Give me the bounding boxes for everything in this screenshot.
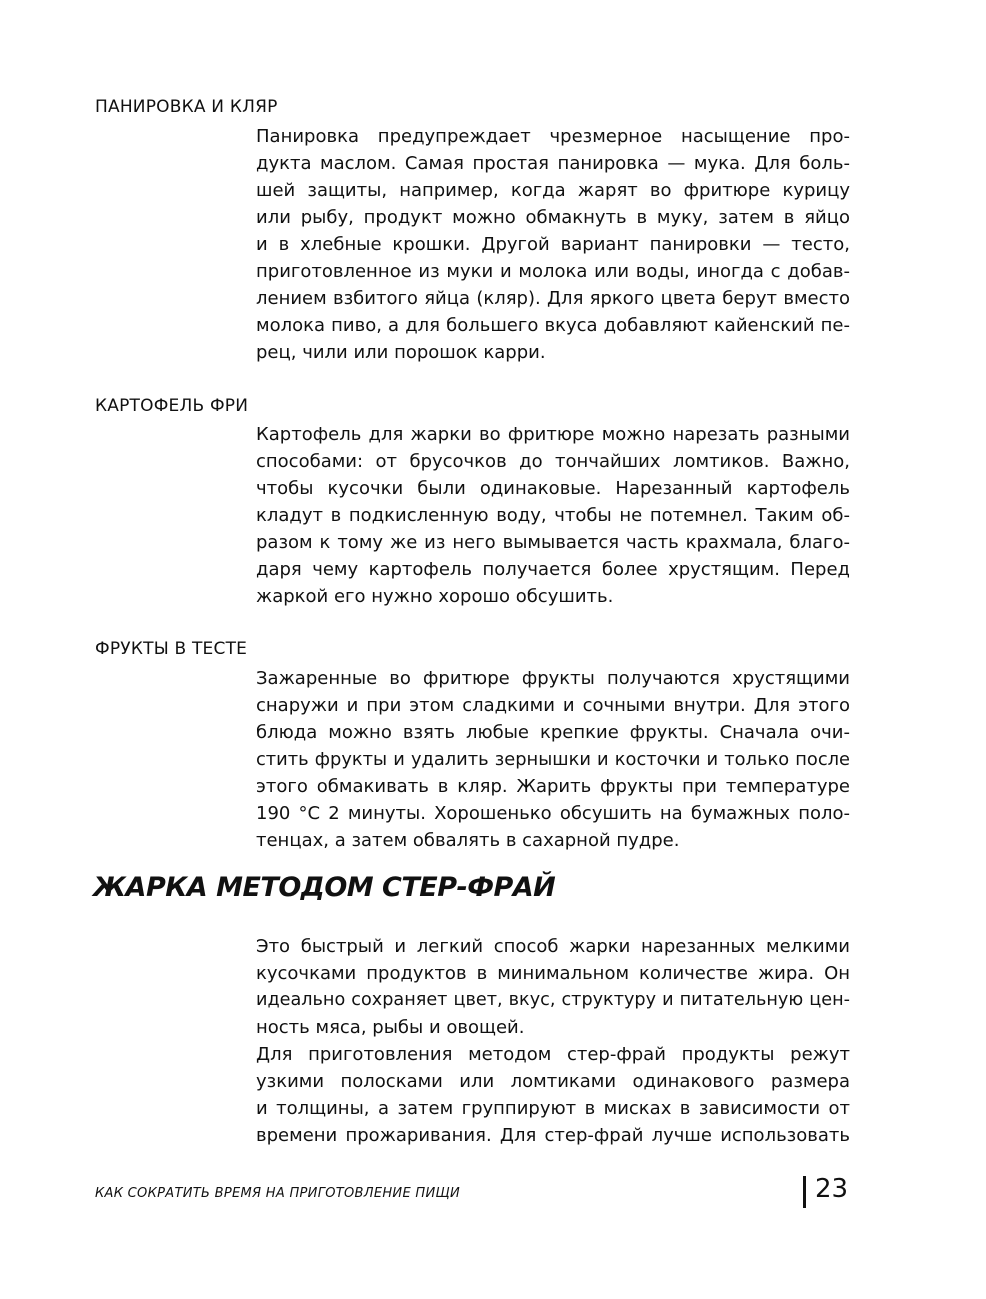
section-heading-french-fries: КАРТОФЕЛЬ ФРИ — [95, 396, 249, 416]
page-number: 23 — [815, 1174, 849, 1204]
text-line: Картофель для жарки во фритюре можно нарезать разными — [256, 424, 850, 445]
text-line: жаркой его нужно хорошо обсушить. — [256, 586, 614, 607]
text-line: приготовленное из муки и молока или воды, иногда с добав- — [256, 261, 850, 282]
text-line: Для приготовления методом стер-фрай продукты режут — [256, 1044, 850, 1065]
text-line: или рыбу, продукт можно обмакнуть в муку, затем в яйцо — [256, 207, 850, 228]
text-line: блюда можно взять любые крепкие фрукты. Сначала очи- — [256, 722, 850, 743]
text-line: времени прожаривания. Для стер-фрай лучше использовать — [256, 1125, 850, 1146]
text-line: этого обмакивать в кляр. Жарить фрукты при температуре — [256, 776, 850, 797]
text-line: и в хлебные крошки. Другой вариант панировки — тесто, — [256, 234, 850, 255]
text-line: тенцах, а затем обвалять в сахарной пудре. — [256, 830, 680, 851]
text-line: молока пиво, а для большего вкуса добавляют кайенский пе- — [256, 315, 850, 336]
text-line: лением взбитого яйца (кляр). Для яркого цвета берут вместо — [256, 288, 850, 309]
main-text — [256, 933, 850, 1149]
text-line: шей защиты, например, когда жарят во фритюре курицу — [256, 180, 850, 201]
text-line: Панировка предупреждает чрезмерное насыщение про- — [256, 126, 850, 147]
text-line: идеально сохраняет цвет, вкус, структуру и питательную цен- — [256, 990, 850, 1010]
text-line: стить фрукты и удалить зернышки и косточки и только после — [256, 749, 850, 770]
text-line: 190 °С 2 минуты. Хорошенько обсушить на бумажных поло- — [256, 803, 850, 824]
text-line: узкими полосками или ломтиками одинакового размера — [256, 1071, 850, 1092]
paragraph — [256, 933, 850, 1041]
text-line: кладут в подкисленную воду, чтобы не потемнел. Таким об- — [256, 505, 850, 526]
page-number-divider — [803, 1176, 806, 1208]
section-text-breading — [256, 123, 850, 366]
section-heading-breading: ПАНИРОВКА И КЛЯР — [95, 97, 278, 117]
main-heading: ЖАРКА МЕТОДОМ СТЕР-ФРАЙ — [93, 872, 556, 903]
section-text-french-fries — [256, 421, 850, 610]
text-line: ность мяса, рыбы и овощей. — [256, 1017, 525, 1038]
text-line: способами: от брусочков до тончайших ломтиков. Важно, — [256, 451, 850, 472]
paragraph — [256, 1041, 850, 1149]
text-line: Это быстрый и легкий способ жарки нарезанных мелкими — [256, 936, 850, 957]
text-line: чтобы кусочки были одинаковые. Нарезанный картофель — [256, 478, 850, 499]
text-line: кусочками продуктов в минимальном количестве жира. Он — [256, 963, 850, 984]
text-line: и толщины, а затем группируют в мисках в зависимости от — [256, 1098, 850, 1119]
text-line: Зажаренные во фритюре фрукты получаются хрустящими — [256, 668, 850, 689]
text-line: разом к тому же из него вымывается часть крахмала, благо- — [256, 532, 850, 553]
text-line: снаружи и при этом сладкими и сочными внутри. Для этого — [256, 695, 850, 716]
section-heading-fruit-in-batter: ФРУКТЫ В ТЕСТЕ — [95, 639, 248, 659]
text-line: даря чему картофель получается более хрустящим. Перед — [256, 559, 850, 580]
text-line: рец, чили или порошок карри. — [256, 342, 546, 363]
text-line: дукта маслом. Самая простая панировка — мука. Для боль- — [256, 153, 850, 174]
running-footer-title: КАК СОКРАТИТЬ ВРЕМЯ НА ПРИГОТОВЛЕНИЕ ПИЩИ — [95, 1186, 461, 1201]
section-text-fruit-in-batter — [256, 665, 850, 854]
